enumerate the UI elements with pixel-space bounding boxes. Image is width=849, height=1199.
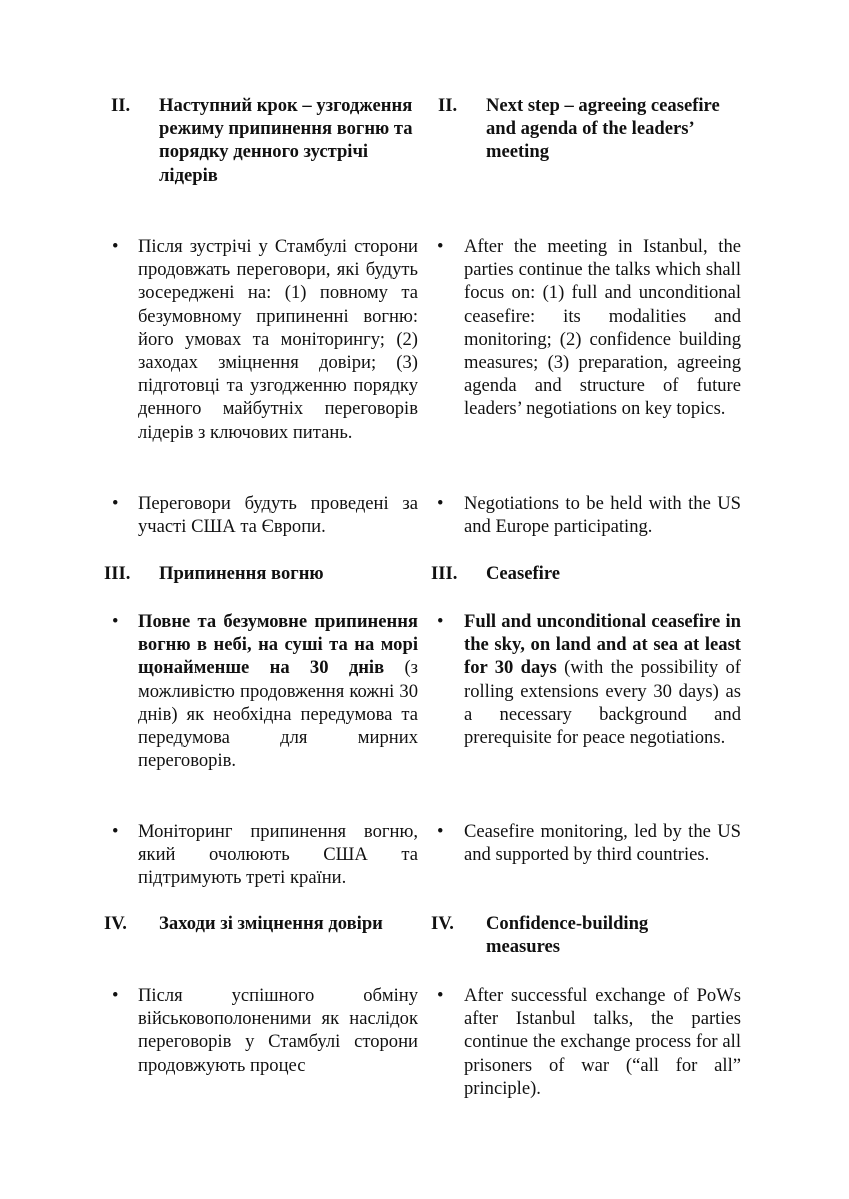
- paragraph-en: After successful exchange of PoWs after Istanbul talks, the parties continue the exchange process for all prisoners of war (“all for all” principle).: [464, 985, 741, 1099]
- emphasis-text: Full and unconditional ceasefire in the sky, on land and at sea at least for 30 days: [464, 611, 741, 679]
- section-title: Припинення вогню: [159, 563, 324, 584]
- bullet-icon: •: [437, 611, 444, 632]
- bullet-icon: •: [112, 821, 119, 842]
- paragraph-en: After the meeting in Istanbul, the parties continue the talks which shall focus on: (1) full and unconditional ceasefire: its modalities and monitoring; (2) confidence building measures; (3) preparation, agreeing agenda and structure of future leaders’ negotiations on key topics.: [464, 236, 741, 420]
- emphasis-text: Повне та безумовне припинення вогню в небі, на суші та на морі щонайменше на 30 днів: [138, 611, 418, 679]
- paragraph-uk: [138, 610, 418, 772]
- paragraph-en: [464, 610, 741, 749]
- bullet-icon: •: [112, 611, 119, 632]
- section-title: Заходи зі зміцнення довіри: [159, 913, 383, 934]
- paragraph-uk: Моніторинг припинення вогню, який очолюють США та підтримують треті країни.: [138, 821, 418, 889]
- bullet-icon: •: [112, 985, 119, 1006]
- section-number: III.: [431, 563, 458, 584]
- section-number: IV.: [431, 913, 454, 934]
- section-title: Next step – agreeing ceasefire and agenda of the leaders’ meeting: [486, 95, 720, 163]
- section-number: IV.: [104, 913, 127, 934]
- paragraph-en: Negotiations to be held with the US and Europe participating.: [464, 493, 741, 538]
- section-title: Наступний крок – узгодження режиму припинення вогню та порядку денного зустрічі лідерів: [159, 95, 413, 186]
- section-number: II.: [111, 95, 131, 116]
- bullet-icon: •: [437, 493, 444, 514]
- bullet-icon: •: [112, 493, 119, 514]
- paragraph-en: Ceasefire monitoring, led by the US and supported by third countries.: [464, 821, 741, 866]
- paragraph-uk: Переговори будуть проведені за участі США та Європи.: [138, 493, 418, 538]
- section-number: II.: [438, 95, 458, 116]
- regular-text: (with the possibility of rolling extensions every 30 days) as a necessary background and prerequisite for peace negotiations.: [464, 657, 741, 749]
- bullet-icon: •: [437, 236, 444, 257]
- bullet-icon: •: [437, 985, 444, 1006]
- bullet-icon: •: [112, 236, 119, 257]
- section-number: III.: [104, 563, 131, 584]
- paragraph-uk: Після зустрічі у Стамбулі сторони продовжать переговори, які будуть зосереджені на: (1) повному та безумовному припиненні вогню: його умовах та моніторингу; (2) заходах зміцнення довіри; (3) підготовці та узгодженню порядку денного майбутніх переговорів лідерів з ключових питань.: [138, 236, 418, 443]
- section-title: Ceasefire: [486, 563, 560, 584]
- bullet-icon: •: [437, 821, 444, 842]
- regular-text: (з можливістю продовження кожні 30 днів) як необхідна передумова та передумова для мирних переговорів.: [138, 657, 418, 772]
- paragraph-uk: Після успішного обміну військовополоненими як наслідок переговорів у Стамбулі сторони продовжують процес: [138, 985, 418, 1076]
- section-title: Confidence-building measures: [486, 913, 649, 958]
